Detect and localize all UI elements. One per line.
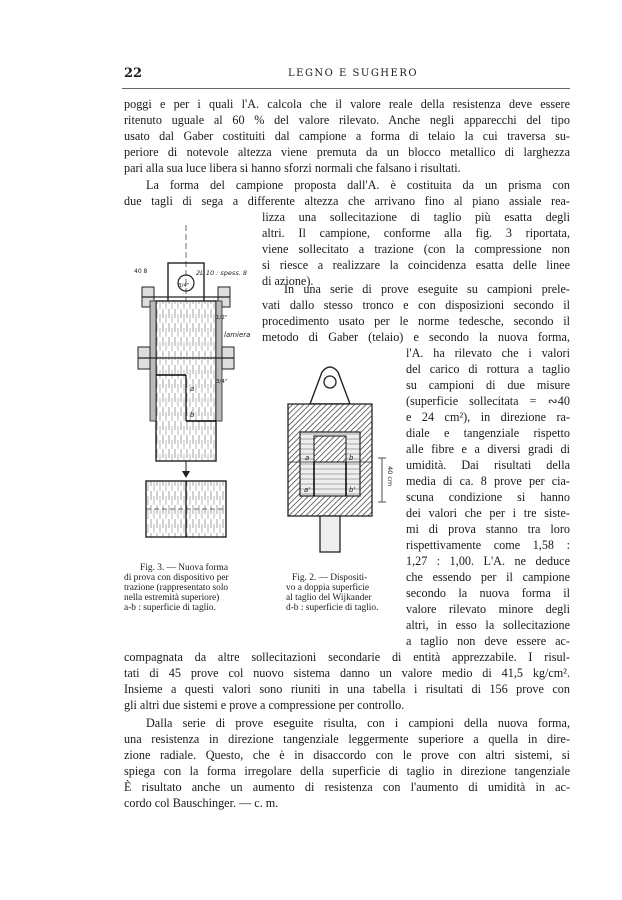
text-line: una resistenza in direzione tangenziale leggermente superiore a quella in dire-: [124, 732, 570, 746]
text-line: lizza una sollecitazione di taglio più esatta degli: [262, 210, 570, 224]
text-line: mi di prova stanno tra loro: [406, 522, 570, 536]
text-line: media di ca. 8 prove per cia-: [406, 474, 570, 488]
running-header: LEGNO E SUGHERO: [288, 68, 419, 79]
figure-2-caption-line: vo a doppia superficie: [286, 583, 370, 593]
text-line: a taglio non deve essere ac-: [406, 634, 570, 648]
text-line: si riesce a realizzare la coincidenza esatta delle linee: [262, 258, 570, 272]
text-line: pari alla sua luce libera si hanno sforzi normali che falsano i risultati.: [124, 161, 461, 175]
text-line: l'A. ha rilevato che i valori: [406, 346, 570, 360]
text-line: su campioni di due misure: [406, 378, 570, 392]
text-line: cordo col Bauschinger. — c. m.: [124, 796, 279, 810]
header-rule: [122, 88, 570, 89]
fig3-label-angle-mid: 1/2": [216, 315, 228, 321]
text-line: diale e tangenziale rispetto: [406, 426, 570, 440]
text-line: altri, in esso la sollecitazione: [406, 618, 570, 632]
text-line: altri. Il campione, conforme alla fig. 3 riportata,: [262, 226, 570, 240]
text-line: compagnata da altre sollecitazioni secondarie di entità apprezzabile. I risul-: [124, 650, 570, 664]
text-line: viene sollecitato a trazione (con la compressione non: [262, 242, 570, 256]
text-line: (superficie sollecitata = ∾40: [406, 394, 570, 408]
text-line: rispettivamente come 1,58 :: [406, 538, 570, 552]
text-line: È risultato anche un aumento di resistenza con l'aumento di umidità in ac-: [124, 780, 570, 794]
fig3-label-b: b: [190, 411, 195, 419]
text-line: vati dallo stesso tronco e con disposizioni secondo il: [262, 298, 570, 312]
text-line: 1,27 : 1,00. L'A. ne deduce: [406, 554, 570, 568]
text-line: Dalla serie di prove eseguite risulta, con i campioni della nuova forma,: [146, 716, 570, 730]
text-line: periore di notevole altezza viene premuta da un blocco metallico di larghezza: [124, 145, 570, 159]
figure-2-caption-line: d-b : superficie di taglio.: [286, 603, 379, 613]
text-line: usato dal Gaber costituiti dal campione a forma di telaio la cui traversa su-: [124, 129, 570, 143]
figure-3-drawing: [120, 225, 262, 555]
fig2-label-b2: b': [349, 486, 356, 494]
text-line: procedimento usato per le norme tedesche, secondo il: [262, 314, 570, 328]
text-line: di azione).: [262, 274, 314, 288]
text-line: del carico di rottura a taglio: [406, 362, 570, 376]
fig3-label-dim: 40 8: [134, 268, 148, 275]
figure-3-caption-line: trazione (rappresentato solo: [124, 583, 229, 593]
figure-3-caption-line: di prova con dispositivo per: [124, 573, 229, 583]
text-line: dei valori che per i tre siste-: [406, 506, 570, 520]
fig3-label-angle-top: 3/4": [178, 283, 190, 289]
text-line: alle fibre e a diversi gradi di: [406, 442, 570, 456]
text-line: scuna condizione si hanno: [406, 490, 570, 504]
text-line: metodo di Gaber (telaio) e secondo la nuova forma,: [262, 330, 570, 344]
text-line: due tagli di sega a differente altezza che arrivano fino al piano assiale rea-: [124, 194, 570, 208]
fig2-label-b: b: [349, 454, 354, 462]
text-line: gli altri due sistemi e prove a compressione per controllo.: [124, 698, 405, 712]
text-line: Insieme a questi valori sono riuniti in una tabella i risultati di 156 prove con: [124, 682, 570, 696]
text-line: La forma del campione proposta dall'A. è costituita da un prisma con: [146, 178, 570, 192]
fig2-label-dim: 40 cm: [386, 466, 394, 487]
text-line: tati di 45 prove col nuovo sistema danno un valore medio di 41,5 kg/cm².: [124, 666, 570, 680]
text-line: che essendo per il campione: [406, 570, 570, 584]
text-line: ritenuto uguale al 60 % del valore rilevato. Anche negli apparecchi del tipo: [124, 113, 570, 127]
figure-3-caption-line: Fig. 3. — Nuova forma: [140, 563, 229, 573]
text-line: poggi e per i quali l'A. calcola che il valore reale della resistenza deve essere: [124, 97, 570, 111]
figure-2-drawing: [278, 362, 398, 562]
text-line: e 24 cm²), in direzione ra-: [406, 410, 570, 424]
figure-2-caption-line: al taglio del Wijkander: [286, 593, 372, 603]
fig3-label-plate: lamiera: [224, 331, 251, 339]
text-line: umidità. Dai risultati della: [406, 458, 570, 472]
figure-3-caption-line: a-b : superficie di taglio.: [124, 603, 216, 613]
text-line: zione radiale. Questo, che è in disaccordo con le prove con altri sistemi, si: [124, 748, 570, 762]
fig3-label-angle-low: 3/4": [216, 379, 228, 385]
text-line: secondo la nuova forma il: [406, 586, 570, 600]
text-line: valore rilevato minore degli: [406, 602, 570, 616]
text-line: spiega con la forma irregolare della superficie di taglio in direzione tangenziale: [124, 764, 570, 778]
fig3-label-a: a: [190, 385, 195, 393]
figure-2-caption-line: Fig. 2. — Dispositi-: [292, 573, 368, 583]
figure-3-caption-line: nella estremità superiore): [124, 593, 220, 603]
fig2-label-a: a: [305, 454, 310, 462]
page-number: 22: [124, 66, 143, 81]
fig2-label-a2: a': [304, 486, 311, 494]
text-line: In una serie di prove eseguite su campioni prele-: [284, 282, 570, 296]
fig3-label-bolt: 2L 10 : spess. 8: [196, 269, 247, 277]
